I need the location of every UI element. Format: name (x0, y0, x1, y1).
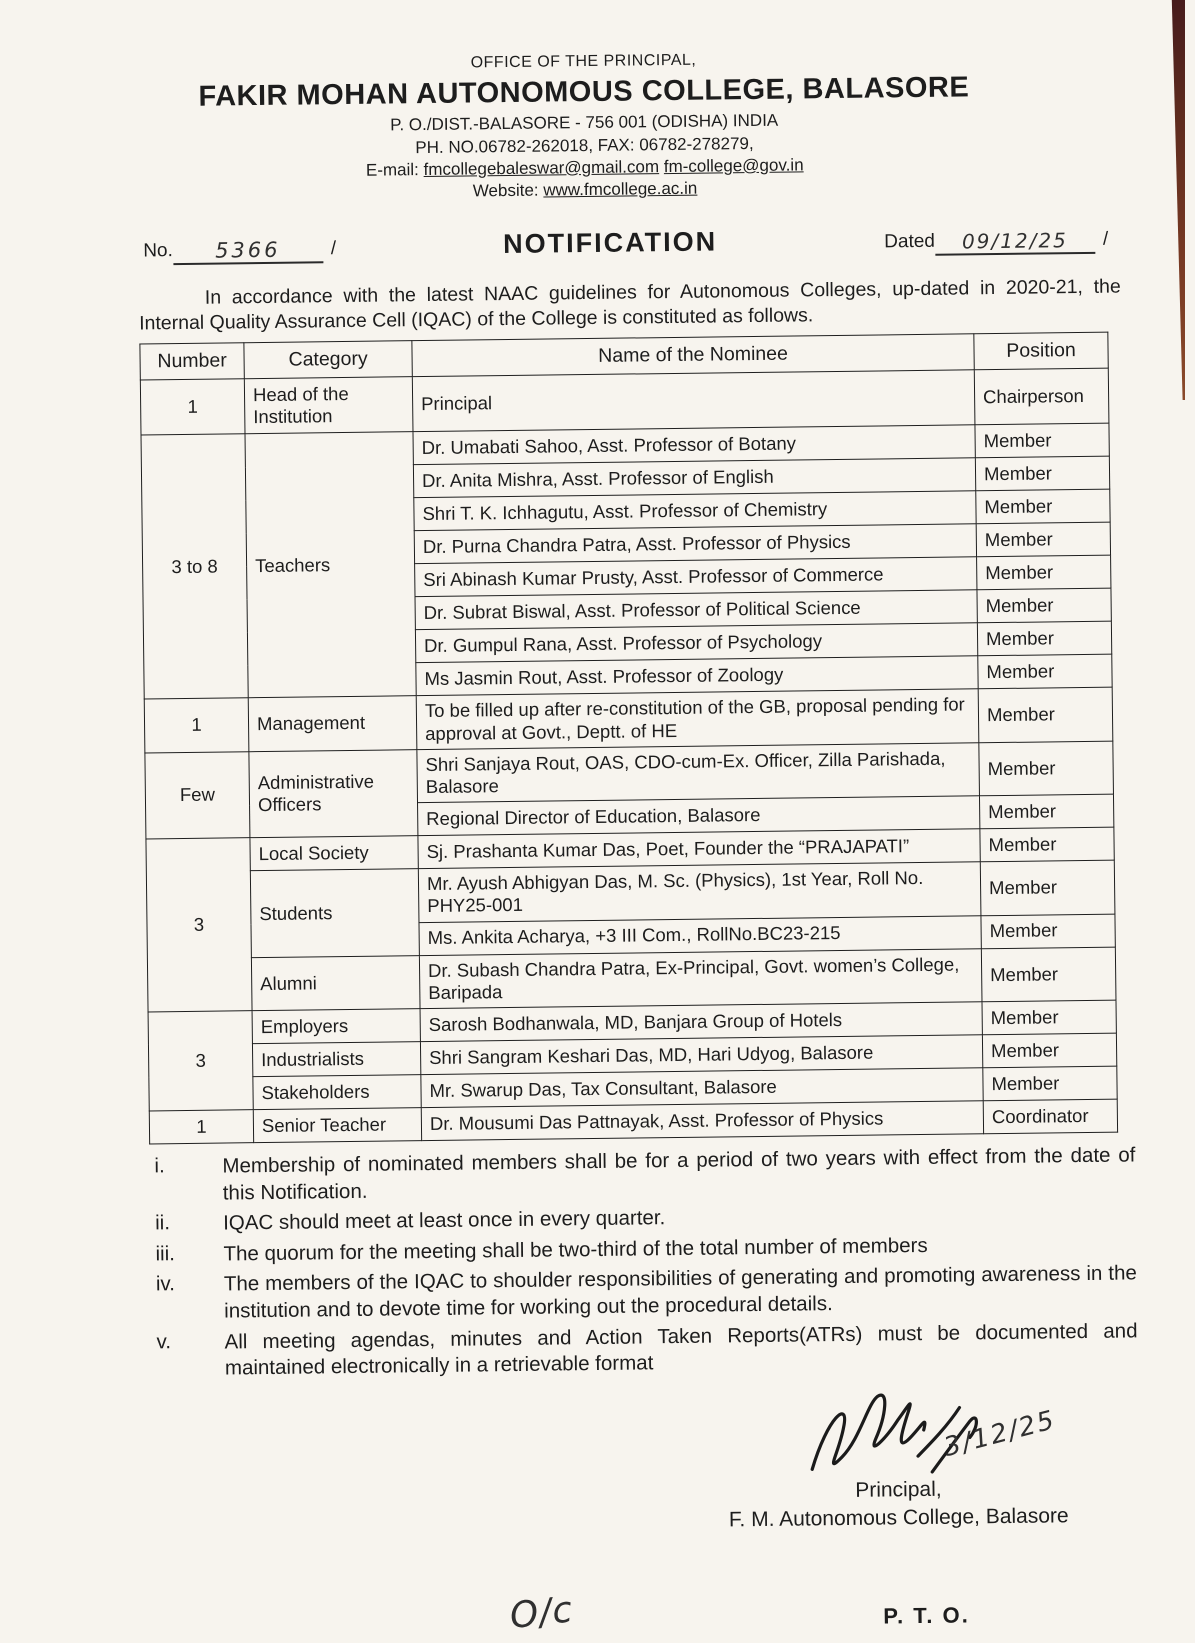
cell-category: Teachers (245, 432, 416, 698)
address-line: P. O./DIST.-BALASORE - 756 001 (ODISHA) INDIA (390, 110, 779, 135)
cell-number: 3 (148, 1011, 253, 1111)
cell-category: Alumni (251, 955, 420, 1010)
cell-name: Sj. Prashanta Kumar Das, Poet, Founder the “PRAJAPATI” (418, 829, 980, 869)
cell-category: Management (248, 696, 417, 751)
cell-name: Sri Abinash Kumar Prusty, Asst. Professor of Commerce (415, 557, 977, 597)
cell-position: Member (977, 622, 1111, 657)
email-secondary-link: fm-college@gov.in (663, 155, 804, 176)
cell-name: Ms. Ankita Acharya, +3 III Com., RollNo.BC23-215 (419, 915, 981, 955)
cell-position: Member (980, 827, 1114, 862)
cell-name: Principal (412, 370, 975, 432)
cell-position: Member (982, 1033, 1116, 1068)
list-item (114, 1142, 1136, 1208)
cell-position: Member (981, 914, 1115, 949)
cell-name: Ms Jasmin Rout, Asst. Professor of Zoology (416, 656, 978, 696)
cell-name: Regional Director of Education, Balasore (418, 796, 980, 836)
cell-name: Mr. Ayush Abhigyan Das, M. Sc. (Physics), 1st Year, Roll No. PHY25-001 (418, 862, 981, 922)
signatory-institution: F. M. Autonomous College, Balasore (728, 1504, 1069, 1532)
note-label: iv. (155, 1272, 176, 1296)
email-label: E-mail: (365, 159, 419, 180)
cell-position: Member (976, 490, 1110, 525)
cell-name: Dr. Gumpul Rana, Asst. Professor of Psychology (415, 623, 977, 663)
cell-number: 1 (140, 379, 245, 435)
cell-position: Member (979, 741, 1114, 796)
cell-number: 3 (146, 838, 252, 1012)
signature-scribble (687, 1384, 1108, 1485)
notification-title: NOTIFICATION (502, 226, 718, 260)
phone-line: PH. NO.06782-262018, FAX: 06782-278279, (415, 133, 754, 157)
cell-number: 3 to 8 (141, 434, 248, 699)
list-item (116, 1261, 1138, 1327)
cell-category: Industrialists (252, 1042, 420, 1077)
cell-name: Dr. Anita Mishra, Asst. Professor of English (413, 458, 975, 498)
reference-row (143, 220, 1108, 263)
cell-position: Member (977, 556, 1111, 591)
cell-name: Dr. Subrat Biswal, Asst. Professor of Political Science (415, 590, 977, 630)
cell-position: Member (983, 1066, 1117, 1101)
no-label: No. (143, 240, 173, 262)
cell-position: Member (979, 794, 1113, 829)
cell-name: Shri T. K. Ichhagutu, Asst. Professor of Chemistry (414, 491, 976, 531)
cell-category: Local Society (250, 836, 418, 871)
cell-category: Administrative Officers (249, 749, 418, 837)
signatory-title: Principal, (855, 1477, 942, 1502)
note-text: The quorum for the meeting shall be two-third of the total number of members (223, 1233, 928, 1266)
cell-number: 1 (144, 698, 249, 753)
letterhead (31, 45, 1138, 207)
note-text: Membership of nominated members shall be for a period of two years with effect from the date of this Notification. (222, 1143, 1136, 1205)
no-value-handwritten: 5366 (173, 238, 323, 266)
cell-category: Students (250, 869, 419, 957)
college-name: FAKIR MOHAN AUTONOMOUS COLLEGE, BALASORE (198, 71, 970, 113)
cell-position: Member (977, 589, 1111, 624)
cell-name: Dr. Mousumi Das Pattnayak, Asst. Professor of Physics (421, 1101, 983, 1141)
col-header-number: Number (140, 343, 244, 381)
cell-position: Member (980, 860, 1115, 915)
iqac-table (139, 332, 1118, 1145)
ref-dated (884, 225, 1108, 254)
cell-category: Head of the Institution (244, 377, 413, 434)
col-header-category: Category (244, 341, 412, 379)
list-item (116, 1318, 1138, 1384)
dated-slash: / (1102, 228, 1109, 250)
col-header-position: Position (974, 332, 1108, 370)
cell-name: Dr. Subash Chandra Patra, Ex-Principal, Govt. women’s College, Baripada (419, 948, 982, 1008)
note-label: ii. (154, 1211, 171, 1235)
no-slash: / (330, 238, 337, 260)
notes-list (114, 1142, 1138, 1384)
cell-name: Sarosh Bodhanwala, MD, Banjara Group of Hotels (420, 1002, 982, 1042)
cell-name: Shri Sangram Keshari Das, MD, Hari Udyog, Balasore (420, 1035, 982, 1075)
note-label: iii. (155, 1241, 176, 1266)
cell-number: 1 (149, 1110, 253, 1144)
cell-name: Mr. Swarup Das, Tax Consultant, Balasore (421, 1068, 983, 1108)
website-label: Website: (472, 180, 539, 201)
note-text: IQAC should meet at least once in every quarter. (223, 1206, 666, 1235)
cell-number: Few (145, 751, 250, 839)
cell-category: Senior Teacher (253, 1108, 421, 1143)
cell-position: Member (982, 1000, 1116, 1035)
website-link: www.fmcollege.ac.in (543, 178, 698, 200)
note-label: v. (156, 1329, 172, 1354)
cell-position: Coordinator (983, 1099, 1117, 1134)
pto-label: P. T. O. (883, 1602, 970, 1629)
dated-label: Dated (884, 231, 936, 253)
signature-block (687, 1384, 1109, 1533)
dated-value-handwritten: 09/12/25 (935, 228, 1095, 256)
cell-position: Member (978, 655, 1112, 690)
office-line: OFFICE OF THE PRINCIPAL, (470, 51, 697, 72)
cell-position: Chairperson (974, 369, 1109, 426)
email-primary-link: fmcollegebaleswar@gmail.com (423, 156, 660, 179)
cell-name: Dr. Purna Chandra Patra, Asst. Professor of Physics (414, 524, 976, 564)
note-label: i. (154, 1154, 165, 1178)
intro-paragraph: In accordance with the latest NAAC guidelines for Autonomous Colleges, up-dated in 2020-21, the Internal Quality Assurance Cell (IQAC) of the College is constituted as follows. (139, 275, 1121, 335)
col-header-name: Name of the Nominee (412, 334, 974, 377)
cell-name: To be filled up after re-constitution of the GB, proposal pending for approval at Govt., Deptt. of HE (416, 689, 979, 749)
cell-position: Member (976, 523, 1110, 558)
cell-name: Shri Sanjaya Rout, OAS, CDO-cum-Ex. Officer, Zilla Parishada, Balasore (417, 743, 980, 803)
cell-position: Member (978, 688, 1113, 743)
cell-position: Member (981, 947, 1116, 1002)
signature-date-handwritten: 3/12/25 (940, 1405, 1059, 1464)
oc-handwritten: O/c (507, 1589, 576, 1638)
cell-position: Member (975, 424, 1109, 459)
cell-name: Dr. Umabati Sahoo, Asst. Professor of Botany (413, 425, 975, 465)
cell-category: Employers (252, 1009, 420, 1044)
note-text: All meeting agendas, minutes and Action Taken Reports(ATRs) must be documented and maintained electronically in a retrievable format (224, 1319, 1138, 1380)
footer-row (50, 1585, 1155, 1639)
cell-category: Stakeholders (253, 1075, 421, 1110)
ref-number (143, 234, 336, 262)
cell-position: Member (975, 457, 1109, 492)
note-text: The members of the IQAC to shoulder responsibilities of generating and promoting awareness in the institution and to devote time for working out the procedural details. (223, 1261, 1137, 1323)
